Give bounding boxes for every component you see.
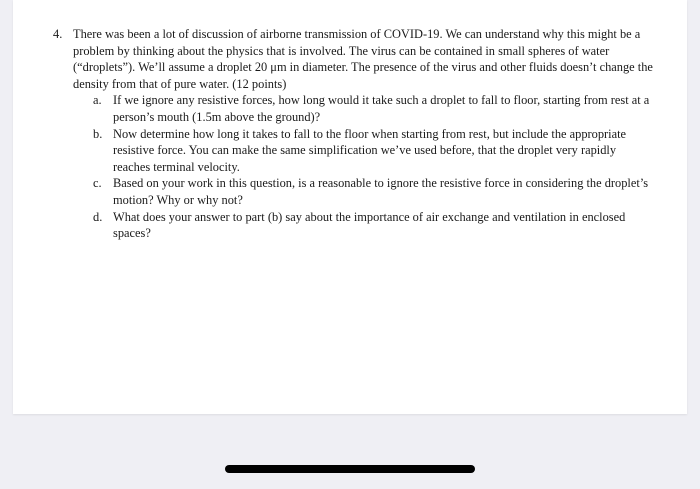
question-4	[53, 26, 665, 242]
part-letter: c.	[93, 176, 102, 191]
part-text: Based on your work in this question, is a reasonable to ignore the resistive force in considering the droplet’s motion? Why or why not?	[113, 176, 649, 207]
document-page	[13, 0, 687, 414]
part-text: What does your answer to part (b) say about the importance of air exchange and ventilation in enclosed spaces?	[113, 209, 626, 241]
part-c	[73, 175, 665, 208]
part-d	[73, 209, 665, 242]
part-text: If we ignore any resistive forces, how long would it take such a droplet to fall to floor, starting from rest at a person’s mouth (1.5m above the ground)?	[113, 93, 650, 124]
question-parts	[73, 92, 665, 241]
part-letter: d.	[93, 209, 103, 224]
part-b	[73, 126, 665, 176]
part-letter: b.	[93, 126, 103, 141]
question-number: 4.	[53, 27, 63, 41]
part-a	[73, 92, 665, 125]
part-text: Now determine how long it takes to fall to the floor when starting from rest, but include the appropriate resistive force. You can make the same simplification we’ve used before, that the droplet very rapidly reaches terminal velocity.	[113, 126, 627, 174]
question-text: There was been a lot of discussion of airborne transmission of COVID-19. We can understand why this might be a problem by thinking about the physics that is involved. The virus can be contained in small spheres of water (“droplets”). We’ll assume a droplet 20 μm in diameter. The presence of the virus and other fluids doesn’t change the density from that of pure water. (12 points)	[73, 27, 653, 91]
home-indicator-bar[interactable]	[225, 465, 475, 473]
part-letter: a.	[93, 93, 102, 108]
